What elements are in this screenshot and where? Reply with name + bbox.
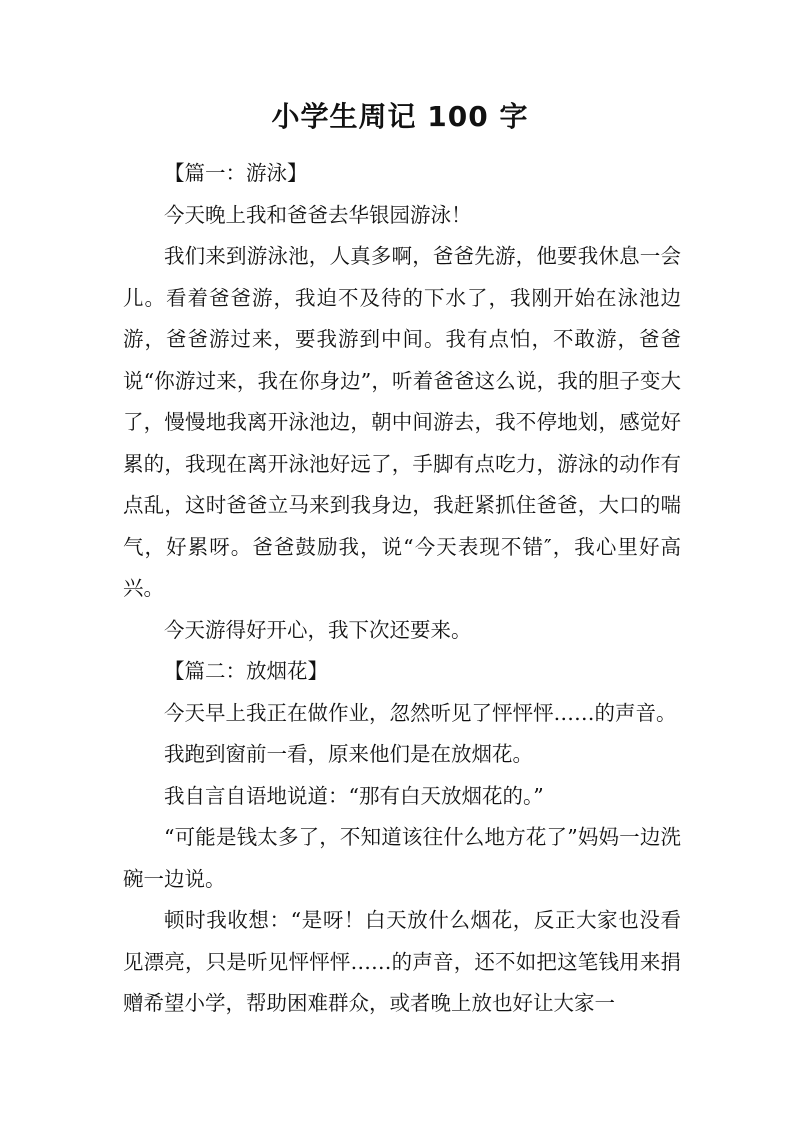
paragraph-4: 今天早上我正在做作业，忽然听见了怦怦怦……的声音。 <box>164 700 677 725</box>
paragraph-1: 今天晚上我和爸爸去华银园游泳！ <box>164 202 472 227</box>
paragraph-2: 我们来到游泳池，人真多啊，爸爸先游，他要我休息一会儿。看着爸爸游，我迫不及待的下水了，我刚开始在泳池边游，爸爸游过来，要我游到中间。我有点怕，不敢游，爸爸说“你游过来，我在你身边”，听着爸爸这么说，我的胆子变大了，慢慢地我离开泳池边，朝中间游去，我不停地划，感觉好累的，我现在离开泳池好远了，手脚有点吃力，游泳的动作有点乱，这时爸爸立马来到我身边，我赶紧抓住爸爸，大口的喘气，好累呀。爸爸鼓励我，说“今天表现不错″，我心里好高兴。 <box>123 244 681 600</box>
document-title: 小学生周记 100 字 <box>271 100 529 133</box>
paragraph-6: 我自言自语地说道：“那有白天放烟花的。” <box>164 783 544 808</box>
paragraph-7: “可能是钱太多了，不知道该往什么地方花了”妈妈一边洗碗一边说。 <box>123 825 681 891</box>
paragraph-5: 我跑到窗前一看，原来他们是在放烟花。 <box>164 742 533 766</box>
section-heading-1: 【篇一：游泳】 <box>164 161 308 185</box>
document-body <box>123 153 681 1025</box>
paragraph-8: 顿时我收想：“是呀！白天放什么烟花，反正大家也没看见漂亮，只是听见怦怦怦……的声音，还不如把这笔钱用来捐赠希望小学，帮助困难群众，或者晚上放也好让大家一 <box>123 908 681 1015</box>
paragraph-3: 今天游得好开心，我下次还要来。 <box>164 617 472 642</box>
section-heading-2: 【篇二：放烟花】 <box>164 659 328 683</box>
